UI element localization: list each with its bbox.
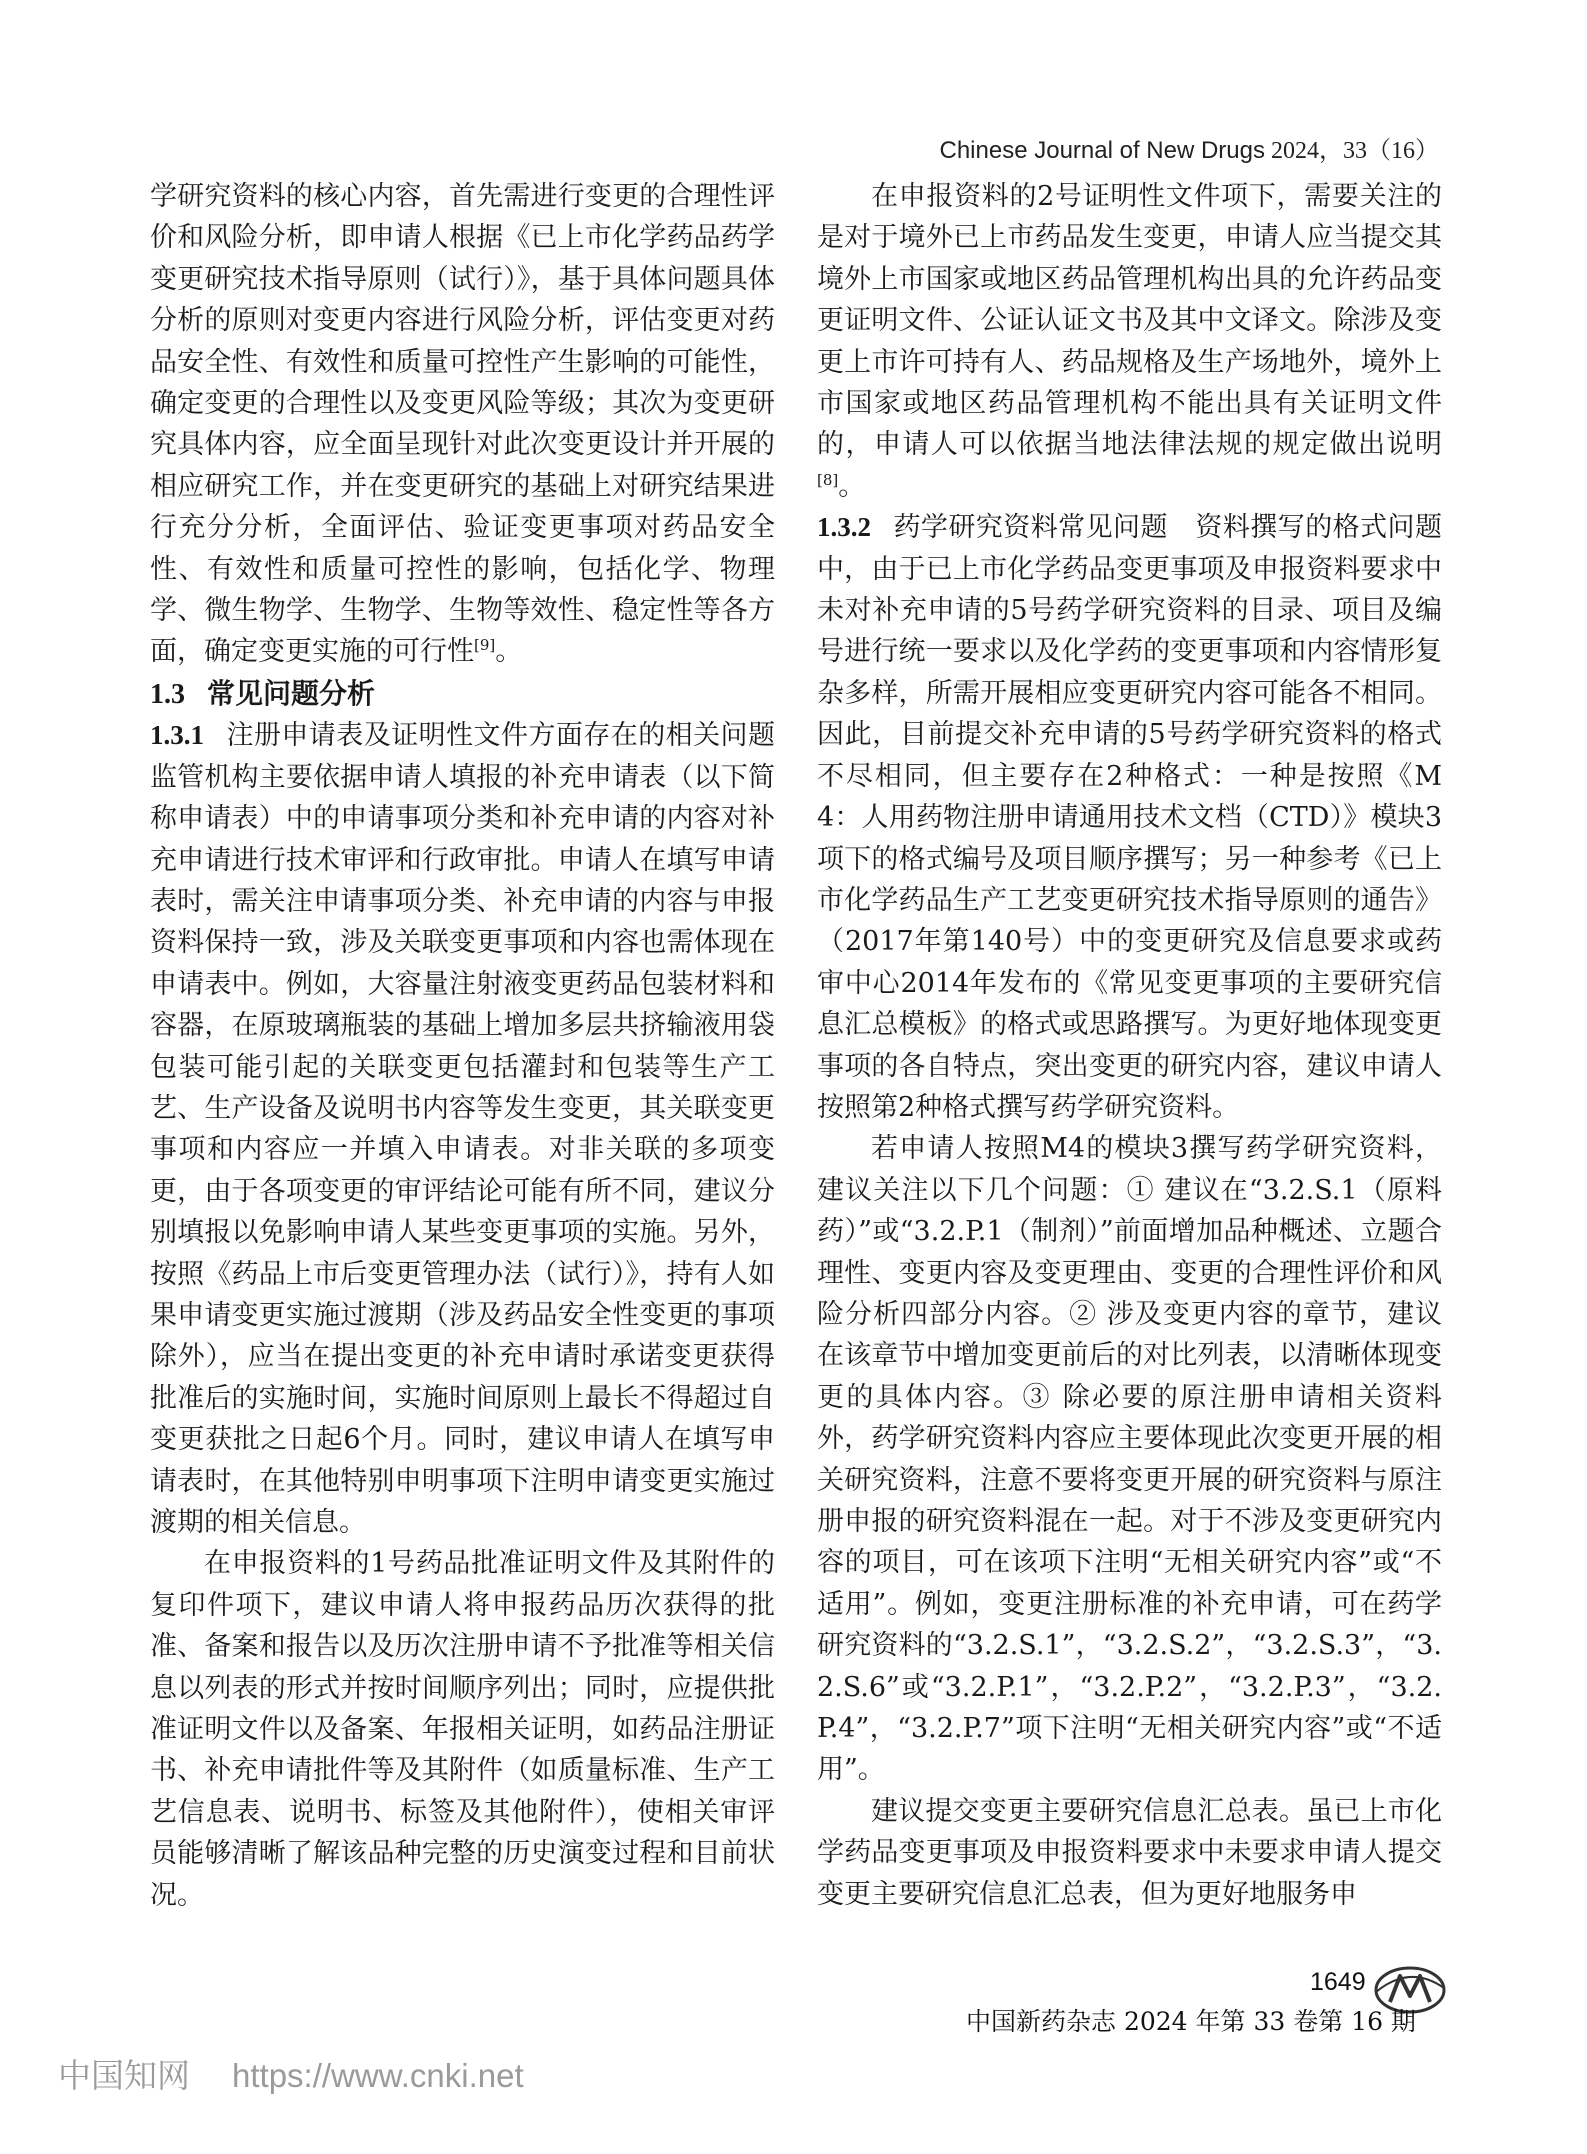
paragraph-text: 监管机构主要依据申请人填报的补充申请表（以下简称申请表）中的申请事项分类和补充申请的内容对补充申请进行技术审评和行政审批。申请人在填写申请表时，需关注申请事项分类、补充申请的内容与申报资料保持一致，涉及关联变更事项和内容也需体现在申请表中。例如，大容量注射液变更药品包装材料和容器，在原玻璃瓶装的基础上增加多层共挤输液用袋包装可能引起的关联变更包括灌封和包装等生产工艺、生产设备及说明书内容等发生变更，其关联变更事项和内容应一并填入申请表。对非关联的多项变更，由于各项变更的审评结论可能有所不同，建议分别填报以免影响申请人某些变更事项的实施。另外，按照《药品上市后变更管理办法（试行）》，持有人如果申请变更实施过渡期（涉及药品安全性变更的事项除外），应当在提出变更的补充申请时承诺变更获得批准后的实施时间，实施时间原则上最长不得超过自变更获批之日起6个月。同时，建议申请人在填写申请表时，在其他特别申明事项下注明申请变更实施过渡期的相关信息。 [150,761,775,1538]
paragraph-text: 在申报资料的2号证明性文件项下，需要关注的是对于境外已上市药品发生变更，申请人应当提交其境外上市国家或地区药品管理机构出具的允许药品变更证明文件、公证认证文书及其中文译文。除涉及变更上市许可持有人、药品规格及生产场地外，境外上市国家或地区药品管理机构不能出具有关证明文件的，申请人可以依据当地法律法规的规定做出说明 [817,181,1442,461]
subsection-number: 1.3.1 [150,720,204,751]
subsection-number: 1.3.2 [817,512,871,543]
left-column [150,176,775,1916]
paragraph [817,1128,1442,1791]
citation-ref[interactable]: [9] [474,636,496,655]
paragraph [817,176,1442,507]
watermark-site-name: 中国知网 [58,2057,190,2094]
subsection-1-3-2-paragraph [817,507,1442,1128]
paragraph [817,1791,1442,1915]
subsection-title: 注册申请表及证明性文件方面存在的相关问题 [226,720,775,752]
journal-english-name: Chinese Journal of New Drugs [939,137,1265,164]
subsection-title: 药学研究资料常见问题 [893,512,1168,544]
paragraph [150,1543,775,1916]
right-column [817,176,1442,1915]
paragraph-continued [150,176,775,673]
paragraph-text: 在申报资料的1号药品批准证明文件及其附件的复印件项下，建议申请人将申报药品历次获得的批准、备案和报告以及历次注册申请不予批准等相关信息以列表的形式并按时间顺序列出；同时，应提供批准证明文件以及备案、年报相关证明，如药品注册证书、补充申请批件等及其附件（如质量标准、生产工艺信息表、说明书、标签及其他附件），使相关审评员能够清晰了解该品种完整的历史演变过程和目前状况。 [150,1548,775,1911]
running-header [940,130,1440,165]
paragraph-text: 学研究资料的核心内容，首先需进行变更的合理性评价和风险分析，即申请人根据《已上市化学药品药学变更研究技术指导原则（试行）》，基于具体问题具体分析的原则对变更内容进行风险分析，评估变更对药品安全性、有效性和质量可控性产生影响的可能性，确定变更的合理性以及变更风险等级；其次为变更研究具体内容，应全面呈现针对此次变更设计并开展的相应研究工作，并在变更研究的基础上对研究结果进行充分分析，全面评估、验证变更事项对药品安全性、有效性和质量可控性的影响，包括化学、物理学、微生物学、生物学、生物等效性、稳定性等各方面，确定变更实施的可行性 [150,181,775,668]
journal-chinese-line: 中国新药杂志 2024 年第 33 卷第 16 期 [966,2007,1416,2036]
cnki-watermark [58,2050,524,2097]
year-volume-issue: 2024，33（16） [1265,138,1439,164]
paragraph-text: 建议提交变更主要研究信息汇总表。虽已上市化学药品变更事项及申报资料要求中未要求申请人提交变更主要研究信息汇总表，但为更好地服务申 [817,1795,1442,1910]
section-title: 常见问题分析 [207,676,376,710]
section-number: 1.3 [150,678,185,710]
page-number: 1649 [1310,1968,1366,1996]
citation-ref[interactable]: [8] [817,470,839,489]
subsection-1-3-1-paragraph [150,715,775,1543]
watermark-url[interactable]: https://www.cnki.net [232,2057,524,2094]
paragraph-text: 若申请人按照M4的模块3撰写药学研究资料，建议关注以下几个问题：① 建议在“3.2.S.1（原料药）”或“3.2.P.1（制剂）”前面增加品种概述、立题合理性、变更内容及变更理由、变更的合理性评价和风险分析四部分内容。② 涉及变更内容的章节，建议在该章节中增加变更前后的对比列表，以清晰体现变更的具体内容。③ 除必要的原注册申请相关资料外，药学研究资料内容应主要体现此次变更开展的相关研究资料，注意不要将变更开展的研究资料与原注册申报的研究资料混在一起。对于不涉及变更研究内容的项目，可在该项下注明“无相关研究内容”或“不适用”。例如，变更注册标准的补充申请，可在药学研究资料的“3.2.S.1”，“3.2.S.2”，“3.2.S.3”，“3.2.S.6”或“3.2.P.1”，“3.2.P.2”，“3.2.P.3”，“3.2.P.4”，“3.2.P.7”项下注明“无相关研究内容”或“不适用”。 [817,1133,1442,1786]
paragraph-end: 。 [495,636,523,668]
section-heading-1-3 [150,673,775,715]
paragraph-text: 资料撰写的格式问题中，由于已上市化学药品变更事项及申报资料要求中未对补充申请的5号药学研究资料的目录、项目及编号进行统一要求以及化学药的变更事项和内容情形复杂多样，所需开展相应变更研究内容可能各不相同。因此，目前提交补充申请的5号药学研究资料的格式不尽相同，但主要存在2种格式：一种是按照《M4：人用药物注册申请通用技术文档（CTD）》模块3项下的格式编号及项目顺序撰写；另一种参考《已上市化学药品生产工艺变更研究技术指导原则的通告》（2017年第140号）中的变更研究及信息要求或药审中心2014年发布的《常见变更事项的主要研究信息汇总模板》的格式或思路撰写。为更好地体现变更事项的各自特点，突出变更的研究内容，建议申请人按照第2种格式撰写药学研究资料。 [817,512,1443,1123]
paragraph-end: 。 [838,470,866,502]
